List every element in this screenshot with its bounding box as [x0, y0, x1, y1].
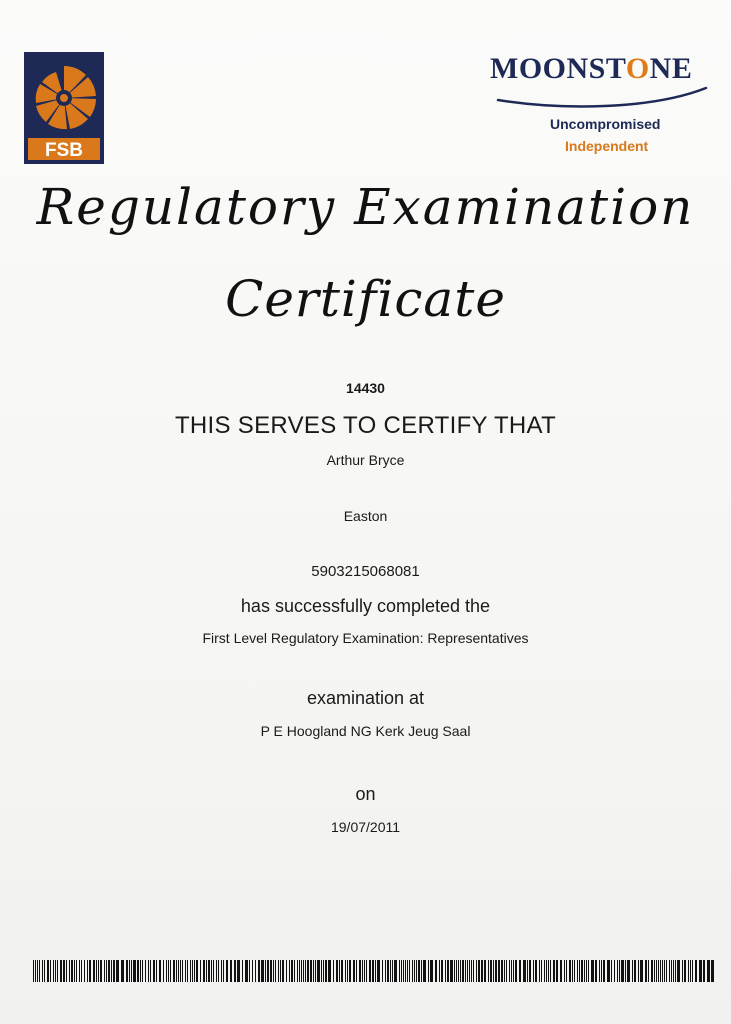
- barcode-bar: [137, 960, 139, 982]
- barcode-bar: [297, 960, 298, 982]
- barcode-bar: [303, 960, 304, 982]
- barcode-bar: [66, 960, 67, 982]
- barcode-bar: [301, 960, 302, 982]
- barcode-bar: [445, 960, 446, 982]
- barcode-bar: [645, 960, 647, 982]
- barcode-bar: [572, 960, 573, 982]
- moonstone-tagline-2: Independent: [565, 138, 649, 154]
- barcode-bar: [441, 960, 443, 982]
- barcode-bar: [79, 960, 80, 982]
- barcode-bar: [356, 960, 357, 982]
- barcode-bar: [218, 960, 219, 982]
- certify-statement: THIS SERVES TO CERTIFY THAT: [174, 412, 557, 439]
- barcode-bar: [527, 960, 528, 982]
- barcode-bar: [599, 960, 600, 982]
- barcode-bar: [104, 960, 105, 982]
- barcode-bar: [651, 960, 653, 982]
- barcode-bar: [313, 960, 314, 982]
- barcode-bar: [223, 960, 224, 982]
- barcode-bar: [504, 960, 505, 982]
- barcode-bar: [506, 960, 507, 982]
- barcode-bar: [541, 960, 542, 982]
- barcode-bar: [273, 960, 274, 982]
- barcode-bar: [414, 960, 415, 982]
- barcode-bar: [159, 960, 161, 982]
- barcode-bar: [286, 960, 287, 982]
- barcode-bar: [194, 960, 195, 982]
- barcode-bar: [242, 960, 243, 982]
- barcode-bar: [671, 960, 672, 982]
- barcode-bar: [216, 960, 217, 982]
- fsb-logo-text: FSB: [45, 140, 83, 161]
- barcode-bar: [168, 960, 169, 982]
- barcode-bar: [412, 960, 413, 982]
- barcode-bar: [333, 960, 334, 982]
- barcode-bar: [498, 960, 500, 982]
- barcode-bar: [382, 960, 383, 982]
- barcode-bar: [458, 960, 459, 982]
- barcode-bar: [255, 960, 256, 982]
- barcode-bar: [291, 960, 293, 982]
- barcode-bar: [347, 960, 348, 982]
- barcode-bar: [237, 960, 240, 982]
- barcode-bar: [682, 960, 683, 982]
- barcode-bar: [44, 960, 45, 982]
- barcode-bar: [619, 960, 620, 982]
- barcode-bar: [76, 960, 77, 982]
- barcode-bar: [249, 960, 250, 982]
- moonstone-tagline-1: Uncompromised: [550, 116, 661, 132]
- barcode-bar: [439, 960, 440, 982]
- barcode-bar: [53, 960, 54, 982]
- barcode-bar: [638, 960, 639, 982]
- barcode-bar: [96, 960, 97, 982]
- barcode-bar: [607, 960, 610, 982]
- barcode-bar: [369, 960, 371, 982]
- barcode-bar: [666, 960, 667, 982]
- barcode-bar: [634, 960, 636, 982]
- on-label: on: [355, 784, 376, 804]
- barcode-bar: [305, 960, 306, 982]
- barcode-bar: [230, 960, 232, 982]
- barcode-bar: [133, 960, 136, 982]
- barcode-bar: [544, 960, 545, 982]
- barcode-bar: [662, 960, 663, 982]
- barcode-bar: [150, 960, 151, 982]
- barcode-bar: [556, 960, 558, 982]
- barcode-bar: [153, 960, 155, 982]
- barcode-bar: [106, 960, 107, 982]
- barcode-bar: [145, 960, 146, 982]
- barcode-bar: [166, 960, 167, 982]
- barcode-bar: [664, 960, 665, 982]
- barcode-bar: [187, 960, 188, 982]
- barcode-bar: [336, 960, 338, 982]
- barcode-bar: [108, 960, 110, 982]
- barcode-bar: [50, 960, 51, 982]
- barcode-bar: [234, 960, 236, 982]
- barcode-bar: [564, 960, 565, 982]
- barcode-bar: [484, 960, 486, 982]
- barcode-bar: [258, 960, 260, 982]
- barcode-bar: [116, 960, 119, 982]
- barcode-bar: [591, 960, 594, 982]
- barcode-bar: [252, 960, 253, 982]
- barcode-bar: [275, 960, 276, 982]
- barcode-bar: [409, 960, 410, 982]
- barcode-bar: [317, 960, 320, 982]
- barcode-bar: [673, 960, 674, 982]
- barcode-bar: [84, 960, 85, 982]
- moonstone-wordmark: MOONSTONE: [490, 52, 693, 85]
- barcode-bar: [163, 960, 164, 982]
- completed-statement: has successfully completed the: [240, 596, 491, 616]
- barcode-bar: [523, 960, 526, 982]
- barcode-bar: [601, 960, 602, 982]
- barcode-bar: [176, 960, 177, 982]
- barcode-bar: [299, 960, 300, 982]
- barcode-bar: [579, 960, 580, 982]
- barcode-bar: [270, 960, 272, 982]
- barcode-bar: [529, 960, 531, 982]
- barcode-bar: [574, 960, 575, 982]
- barcode-bar: [170, 960, 171, 982]
- candidate-id-number: 5903215068081: [311, 563, 420, 580]
- barcode-bar: [405, 960, 406, 982]
- barcode-bar: [265, 960, 266, 982]
- barcode-bar: [42, 960, 43, 982]
- barcode-bar: [423, 960, 426, 982]
- barcode-bar: [515, 960, 517, 982]
- barcode-bar: [430, 960, 433, 982]
- barcode-bar: [509, 960, 510, 982]
- barcode-bar: [156, 960, 157, 982]
- barcode-bar: [267, 960, 269, 982]
- barcode-bar: [669, 960, 670, 982]
- barcode-bar: [403, 960, 404, 982]
- barcode-bar: [513, 960, 514, 982]
- barcode-bar: [325, 960, 327, 982]
- barcode: [33, 960, 715, 982]
- barcode-bar: [707, 960, 710, 982]
- candidate-first-names: Arthur Bryce: [326, 452, 405, 468]
- barcode-bar: [548, 960, 549, 982]
- barcode-bar: [226, 960, 228, 982]
- barcode-bar: [390, 960, 391, 982]
- barcode-bar: [495, 960, 497, 982]
- barcode-bar: [37, 960, 38, 982]
- barcode-bar: [372, 960, 374, 982]
- barcode-bar: [196, 960, 198, 982]
- examination-venue: P E Hoogland NG Kerk Jeug Saal: [260, 723, 471, 739]
- barcode-bar: [632, 960, 633, 982]
- barcode-bar: [87, 960, 88, 982]
- barcode-bar: [476, 960, 477, 982]
- barcode-bar: [385, 960, 386, 982]
- barcode-bar: [310, 960, 312, 982]
- barcode-bar: [129, 960, 130, 982]
- barcode-bar: [560, 960, 562, 982]
- barcode-bar: [581, 960, 583, 982]
- barcode-bar: [588, 960, 589, 982]
- examination-name: First Level Regulatory Examination: Representatives: [202, 630, 529, 646]
- barcode-bar: [469, 960, 470, 982]
- barcode-bar: [387, 960, 389, 982]
- barcode-bar: [321, 960, 322, 982]
- barcode-bar: [182, 960, 183, 982]
- barcode-bar: [69, 960, 70, 982]
- barcode-bar: [399, 960, 400, 982]
- barcode-bar: [603, 960, 605, 982]
- barcode-bar: [692, 960, 693, 982]
- barcode-bar: [245, 960, 248, 982]
- barcode-bar: [190, 960, 191, 982]
- barcode-bar: [418, 960, 420, 982]
- barcode-bar: [208, 960, 210, 982]
- barcode-bar: [185, 960, 186, 982]
- barcode-bar: [89, 960, 91, 982]
- barcode-bar: [677, 960, 680, 982]
- barcode-bar: [323, 960, 324, 982]
- barcode-bar: [178, 960, 179, 982]
- barcode-bar: [478, 960, 480, 982]
- barcode-bar: [200, 960, 201, 982]
- barcode-bar: [392, 960, 393, 982]
- barcode-bar: [294, 960, 295, 982]
- barcode-bar: [447, 960, 449, 982]
- barcode-bar: [648, 960, 649, 982]
- barcode-bar: [407, 960, 408, 982]
- barcode-bar: [307, 960, 309, 982]
- barcode-bar: [490, 960, 492, 982]
- barcode-bar: [362, 960, 363, 982]
- barcode-bar: [81, 960, 82, 982]
- barcode-bar: [614, 960, 615, 982]
- certificate-title-line-2: Certificate: [225, 270, 506, 328]
- moonstone-swoosh-icon: [480, 86, 712, 116]
- barcode-bar: [121, 960, 124, 982]
- barcode-bar: [456, 960, 457, 982]
- barcode-bar: [481, 960, 483, 982]
- barcode-bar: [377, 960, 380, 982]
- barcode-bar: [131, 960, 132, 982]
- barcode-bar: [261, 960, 264, 982]
- certificate-number: 14430: [346, 380, 385, 396]
- barcode-bar: [546, 960, 547, 982]
- barcode-bar: [690, 960, 691, 982]
- barcode-bar: [553, 960, 555, 982]
- barcode-bar: [675, 960, 676, 982]
- barcode-bar: [55, 960, 56, 982]
- barcode-bar: [98, 960, 99, 982]
- barcode-bar: [289, 960, 290, 982]
- barcode-bar: [493, 960, 494, 982]
- barcode-bar: [688, 960, 689, 982]
- barcode-bar: [656, 960, 657, 982]
- barcode-bar: [203, 960, 205, 982]
- barcode-bar: [57, 960, 58, 982]
- barcode-bar: [63, 960, 65, 982]
- barcode-bar: [703, 960, 705, 982]
- barcode-bar: [416, 960, 417, 982]
- barcode-bar: [473, 960, 474, 982]
- barcode-bar: [488, 960, 489, 982]
- barcode-bar: [421, 960, 422, 982]
- barcode-bar: [100, 960, 102, 982]
- barcode-bar: [280, 960, 281, 982]
- barcode-bar: [566, 960, 567, 982]
- barcode-bar: [33, 960, 34, 982]
- barcode-bar: [71, 960, 73, 982]
- barcode-bar: [359, 960, 361, 982]
- barcode-bar: [142, 960, 143, 982]
- barcode-bar: [315, 960, 316, 982]
- barcode-bar: [627, 960, 630, 982]
- barcode-bar: [366, 960, 367, 982]
- barcode-bar: [111, 960, 112, 982]
- barcode-bar: [465, 960, 466, 982]
- examination-at-label: examination at: [306, 688, 425, 708]
- barcode-bar: [586, 960, 587, 982]
- barcode-bar: [695, 960, 697, 982]
- barcode-bar: [625, 960, 626, 982]
- barcode-bar: [39, 960, 40, 982]
- barcode-bar: [394, 960, 397, 982]
- barcode-bar: [328, 960, 331, 982]
- barcode-bar: [126, 960, 128, 982]
- barcode-bar: [462, 960, 464, 982]
- barcode-bar: [192, 960, 193, 982]
- barcode-bar: [519, 960, 521, 982]
- barcode-bar: [60, 960, 62, 982]
- barcode-bar: [654, 960, 655, 982]
- barcode-bar: [611, 960, 612, 982]
- barcode-bar: [577, 960, 578, 982]
- barcode-bar: [535, 960, 537, 982]
- barcode-bar: [93, 960, 95, 982]
- barcode-bar: [460, 960, 461, 982]
- barcode-bar: [353, 960, 355, 982]
- barcode-bar: [35, 960, 36, 982]
- barcode-bar: [349, 960, 351, 982]
- certificate-title-line-1: Regulatory Examination: [36, 178, 695, 236]
- barcode-bar: [621, 960, 624, 982]
- barcode-bar: [213, 960, 214, 982]
- barcode-bar: [339, 960, 340, 982]
- barcode-bar: [428, 960, 429, 982]
- barcode-bar: [511, 960, 512, 982]
- barcode-bar: [595, 960, 597, 982]
- barcode-bar: [211, 960, 212, 982]
- barcode-bar: [550, 960, 551, 982]
- examination-date: 19/07/2011: [330, 819, 401, 835]
- barcode-bar: [533, 960, 534, 982]
- barcode-bar: [206, 960, 207, 982]
- barcode-bar: [74, 960, 75, 982]
- barcode-bar: [401, 960, 402, 982]
- barcode-bar: [435, 960, 437, 982]
- barcode-bar: [658, 960, 659, 982]
- barcode-bar: [148, 960, 149, 982]
- barcode-bar: [467, 960, 468, 982]
- candidate-surname: Easton: [343, 508, 388, 524]
- barcode-bar: [221, 960, 222, 982]
- barcode-bar: [364, 960, 365, 982]
- barcode-bar: [699, 960, 702, 982]
- barcode-bar: [180, 960, 181, 982]
- barcode-bar: [584, 960, 585, 982]
- barcode-bar: [454, 960, 455, 982]
- barcode-bar: [282, 960, 284, 982]
- barcode-bar: [375, 960, 376, 982]
- barcode-bar: [711, 960, 714, 982]
- moonstone-logo: [480, 50, 712, 160]
- barcode-bar: [660, 960, 661, 982]
- barcode-bar: [113, 960, 115, 982]
- barcode-bar: [278, 960, 279, 982]
- barcode-bar: [140, 960, 141, 982]
- barcode-bar: [640, 960, 643, 982]
- barcode-bar: [47, 960, 49, 982]
- barcode-bar: [450, 960, 453, 982]
- barcode-bar: [471, 960, 472, 982]
- barcode-bar: [501, 960, 503, 982]
- barcode-bar: [569, 960, 571, 982]
- barcode-bar: [173, 960, 175, 982]
- barcode-bar: [684, 960, 686, 982]
- barcode-bar: [539, 960, 540, 982]
- barcode-bar: [617, 960, 618, 982]
- barcode-bar: [345, 960, 346, 982]
- fsb-logo: [24, 52, 104, 164]
- barcode-bar: [341, 960, 343, 982]
